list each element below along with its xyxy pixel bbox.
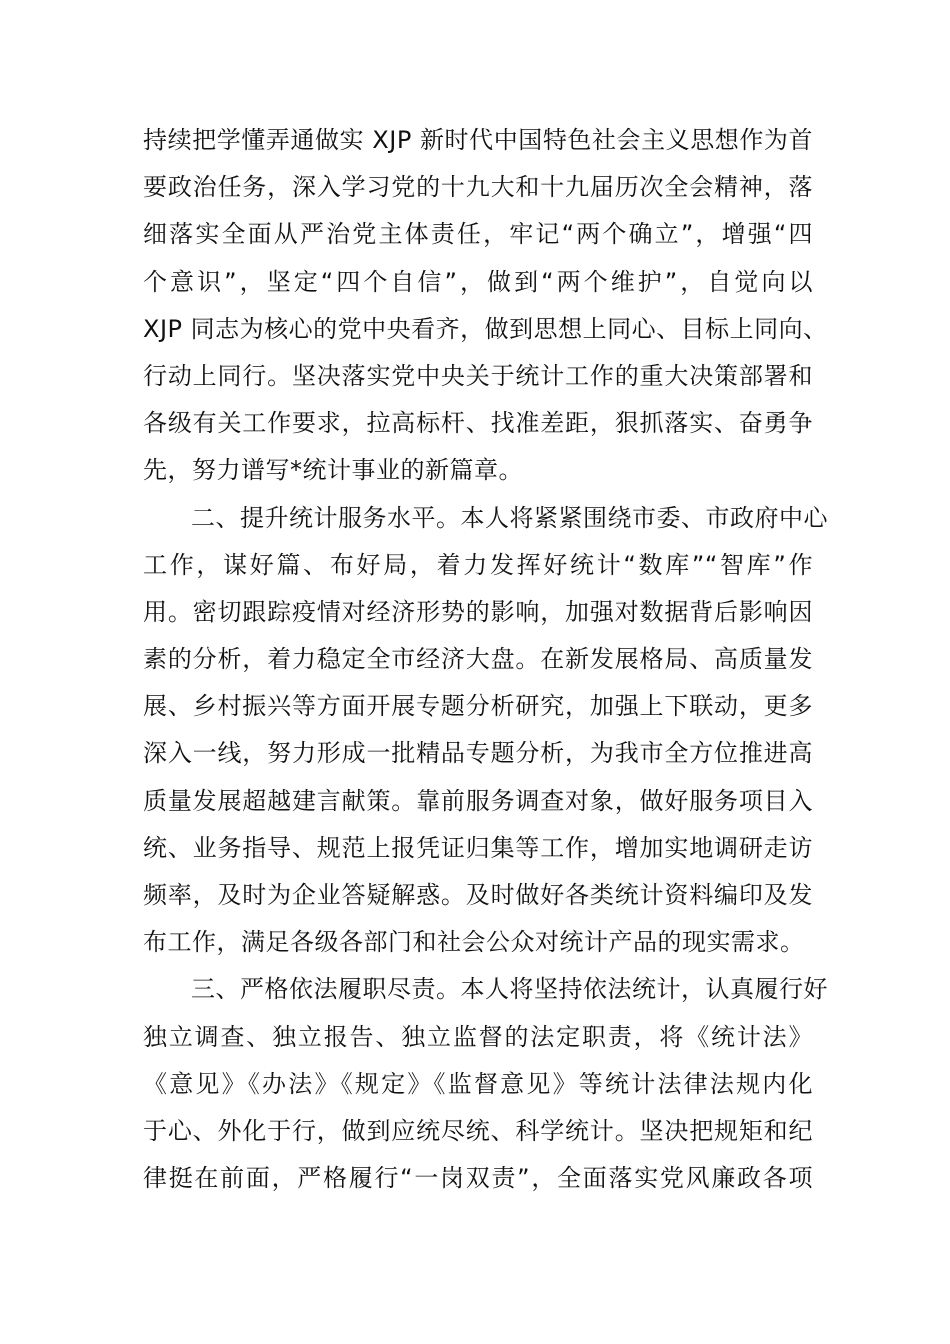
text-line: 展、乡村振兴等方面开展专题分析研究，加强上下联动，更多 xyxy=(143,692,813,721)
text-line: 要政治任务，深入学习党的十九大和十九届历次全会精神，落 xyxy=(143,173,813,202)
text-line: 《意见》《办法》《规定》《监督意见》等统计法律法规内化 xyxy=(143,1069,813,1098)
text-line: 律挺在前面，严格履行“一岗双责”，全面落实党风廉政各项 xyxy=(143,1164,813,1193)
text-line: 个意识”，坚定“四个自信”，做到“两个维护”，自觉向以 xyxy=(143,267,813,296)
text-line: 工作，谋好篇、布好局，着力发挥好统计“数库”“智库”作 xyxy=(143,550,813,579)
text-line: 于心、外化于行，做到应统尽统、科学统计。坚决把规矩和纪 xyxy=(143,1116,813,1145)
paragraph-heading-line: 三、严格依法履职尽责。本人将坚持依法统计，认真履行好 xyxy=(191,975,828,1004)
text-line: 用。密切跟踪疫情对经济形势的影响，加强对数据背后影响因 xyxy=(143,597,813,626)
text-line: 统、业务指导、规范上报凭证归集等工作，增加实地调研走访 xyxy=(143,833,813,862)
text-line: 独立调查、独立报告、独立监督的法定职责，将《统计法》 xyxy=(143,1022,813,1051)
text-line: XJP 同志为核心的党中央看齐，做到思想上同心、目标上同向、 xyxy=(143,314,828,343)
text-line: 素的分析，着力稳定全市经济大盘。在新发展格局、高质量发 xyxy=(143,645,813,674)
text-line: 先，努力谱写*统计事业的新篇章。 xyxy=(143,456,523,485)
text-line: 频率，及时为企业答疑解惑。及时做好各类统计资料编印及发 xyxy=(143,881,813,909)
text-line: 质量发展超越建言献策。靠前服务调查对象，做好服务项目入 xyxy=(143,786,813,815)
text-line: 布工作，满足各级各部门和社会公众对统计产品的现实需求。 xyxy=(143,928,805,957)
body-text xyxy=(143,117,828,1202)
text-line: 深入一线，努力形成一批精品专题分析，为我市全方位推进高 xyxy=(143,739,813,768)
text-line: 细落实全面从严治党主体责任，牢记“两个确立”，增强“四 xyxy=(143,220,813,249)
text-line: 持续把学懂弄通做实 XJP 新时代中国特色社会主义思想作为首 xyxy=(143,126,813,154)
text-line: 各级有关工作要求，拉高标杆、找准差距，狠抓落实、奋勇争 xyxy=(143,409,813,438)
paragraph-heading-line: 二、提升统计服务水平。本人将紧紧围绕市委、市政府中心 xyxy=(191,503,828,532)
text-line: 行动上同行。坚决落实党中央关于统计工作的重大决策部署和 xyxy=(143,361,813,390)
